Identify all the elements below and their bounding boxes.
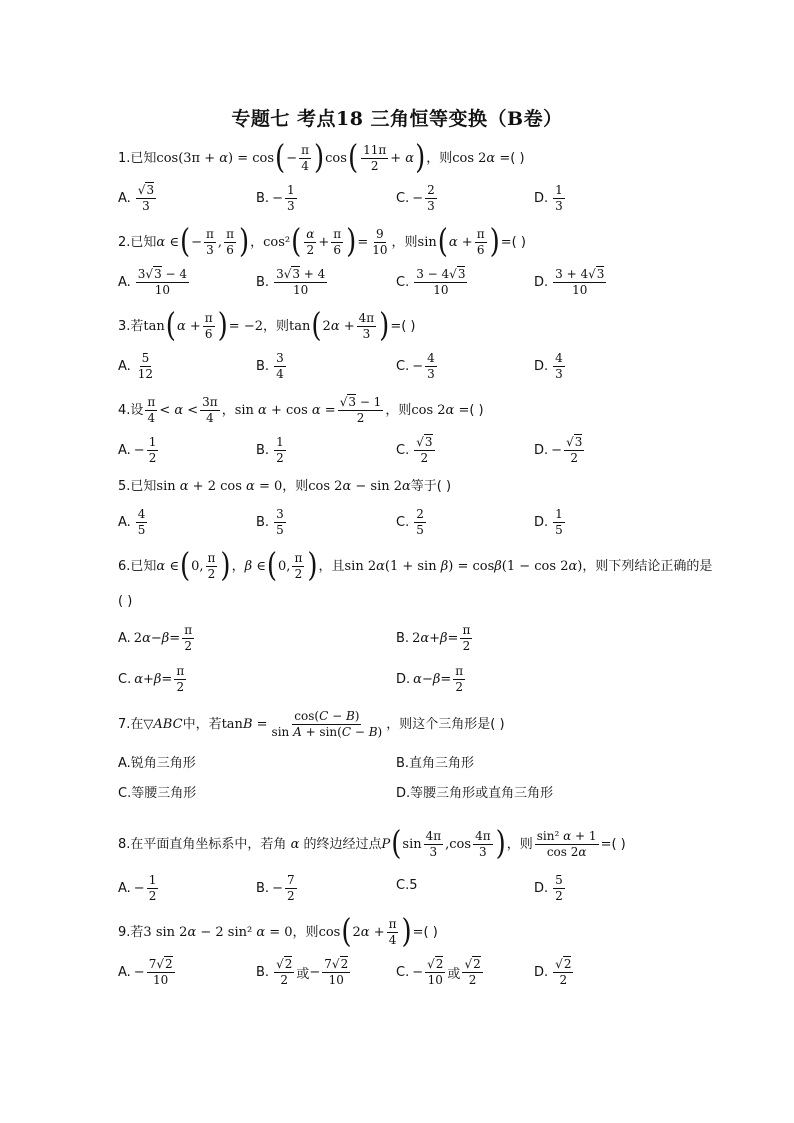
question-number: 6. bbox=[118, 558, 131, 574]
option-b: B. $\frac{3}{5}$ bbox=[256, 507, 284, 537]
question-text-end: ，则这个三角形是( ) bbox=[386, 716, 505, 732]
option-a: A. − $\frac{1}{2}$ bbox=[118, 873, 157, 903]
question-1: 1. 已知 cos(3π + α) = cos ( − $\frac{\pi}{4}$ ) cos ( $\frac{11\pi}{2}$ + α ) ，则 cos 2α = ( ) bbox=[118, 139, 525, 177]
answer-paren: ( ) bbox=[511, 234, 526, 250]
question-text-tail: ，则 bbox=[292, 924, 319, 940]
question-text-tail: ，则 bbox=[282, 479, 309, 494]
question-text-tail: ，则 bbox=[426, 150, 453, 166]
option-d: D. α − β = $\frac{\pi}{2}$ bbox=[396, 664, 464, 694]
answer-paren: ( ) bbox=[510, 150, 525, 166]
option-d: D. $\frac{5}{2}$ bbox=[534, 873, 563, 903]
question-8: 8. 在平面直角坐标系中，若角 α 的终边经过点 P ( sin $\frac{4\pi}{3}$ ,cos $\frac{4\pi}{3}$ ) ，则 $\frac{\text{sin² α + 1}}{\cos 2\alpha}$ = ( ) bbox=[118, 825, 626, 863]
question-3: 3. 若 tan ( α + $\frac{\pi}{6}$ ) = −2 ，则 tan ( 2α + $\frac{4\pi}{3}$ ) = ( ) bbox=[118, 307, 416, 345]
question-number: 2. bbox=[118, 234, 131, 250]
question-text-end: ，则下列结论正确的是 bbox=[582, 558, 713, 574]
answer-paren: 等于( ) bbox=[410, 479, 452, 494]
question-4: 4. 设 $\frac{\pi}{4}$ < α < $\frac{3\pi}{4}$ ，sin α + cos α = $\frac{√3 - 1}{2}$ ，则 cos 2α = ( ) bbox=[118, 395, 484, 425]
option-d: D. $\frac{4}{3}$ bbox=[534, 351, 563, 381]
option-c: C. − $\frac{4}{3}$ bbox=[396, 351, 435, 381]
option-b: B. $\frac{√2}{2}$ 或 − $\frac{7√2}{10}$ bbox=[256, 957, 349, 987]
question-number: 3. bbox=[118, 318, 131, 334]
question-number: 1. bbox=[118, 150, 131, 166]
option-a: A. $\frac{4}{5}$ bbox=[118, 507, 146, 537]
option-c: C. − $\frac{2}{3}$ bbox=[396, 183, 435, 213]
option-a: A. $\frac{3√3 - 4}{10}$ bbox=[118, 267, 188, 297]
option-c: C. $\frac{3 - 4√3}{10}$ bbox=[396, 267, 466, 297]
option-d: D. − $\frac{√3}{2}$ bbox=[534, 435, 583, 465]
question-text: 若 bbox=[130, 318, 144, 334]
page-title: 专题七 考点18 三角恒等变换（B卷） bbox=[231, 108, 563, 130]
question-text-tail: ，则 bbox=[391, 234, 418, 250]
answer-paren: ( ) bbox=[469, 402, 484, 418]
question-text-tail: ，则 bbox=[385, 402, 412, 418]
question-text: 已知 bbox=[130, 558, 157, 574]
question-number: 4. bbox=[118, 402, 131, 418]
question-text: 已知 bbox=[130, 150, 157, 166]
question-text-end: ，则 bbox=[506, 836, 533, 852]
option-b: B. − $\frac{1}{3}$ bbox=[256, 183, 295, 213]
question-text-tail: ，则 bbox=[263, 318, 290, 334]
option-a: A. 2 α − β = $\frac{\pi}{2}$ bbox=[118, 623, 193, 653]
question-text: 已知 bbox=[130, 234, 157, 250]
question-7: 7. 在 ▽ABC 中，若 tanB = $\frac{\cos(C - B)}{\text{sin A + sin(C − B)}}$ ，则这个三角形是( ) bbox=[118, 709, 505, 739]
option-c: C. $\frac{√3}{2}$ bbox=[396, 435, 433, 465]
question-text: 设 bbox=[130, 402, 144, 418]
answer-paren: ( ) bbox=[401, 318, 416, 334]
option-a: A. − $\frac{1}{2}$ bbox=[118, 435, 157, 465]
option-b: B. − $\frac{7}{2}$ bbox=[256, 873, 295, 903]
option-c: C.等腰三角形 bbox=[118, 786, 197, 801]
question-text-tail: 的终边经过点 bbox=[303, 836, 382, 852]
option-d: D. $\frac{√2}{2}$ bbox=[534, 957, 572, 987]
question-2: 2. 已知 α ∈ ( − $\frac{\pi}{3}$ , $\frac{\pi}{6}$ ) ，cos² ( $\frac{\alpha}{2}$ + $\frac{\pi}{6}$ ) = $\frac{9}{10}$ ，则 sin ( α + $\frac{\pi}{6}$ ) = ( ) bbox=[118, 223, 526, 261]
question-text-tail: ，且 bbox=[318, 558, 345, 574]
option-a: A. $\frac{√3}{3}$ bbox=[118, 183, 155, 213]
option-d: D. $\frac{1}{3}$ bbox=[534, 183, 563, 213]
question-text-tail: 中，若 bbox=[182, 716, 222, 732]
option-d: D. $\frac{3 + 4√3}{10}$ bbox=[534, 267, 605, 297]
question-text: 在平面直角坐标系中，若角 bbox=[130, 836, 287, 852]
question-9: 9. 若 3 sin 2α − 2 sin² α = 0 ，则 cos ( 2α + $\frac{\pi}{4}$ ) = ( ) bbox=[118, 913, 438, 951]
option-a: A.锐角三角形 bbox=[118, 756, 196, 771]
option-c: C. − $\frac{√2}{10}$ 或 $\frac{√2}{2}$ bbox=[396, 957, 481, 987]
option-a: A. − $\frac{7√2}{10}$ bbox=[118, 957, 173, 987]
option-b: B. 2 α + β = $\frac{\pi}{2}$ bbox=[396, 623, 471, 653]
option-d: D.等腰三角形或直角三角形 bbox=[396, 786, 554, 801]
option-a: A. $\frac{5}{12}$ bbox=[118, 351, 154, 381]
option-b: B. $\frac{3}{4}$ bbox=[256, 351, 284, 381]
question-text: 在 bbox=[130, 716, 144, 732]
option-d: D. $\frac{1}{5}$ bbox=[534, 507, 563, 537]
option-b: B. $\frac{3√3 + 4}{10}$ bbox=[256, 267, 326, 297]
question-number: 5. bbox=[118, 479, 131, 494]
option-b: B.直角三角形 bbox=[396, 756, 475, 771]
answer-paren: ( ) bbox=[118, 594, 133, 609]
question-text: 若 bbox=[130, 924, 144, 940]
question-number: 9. bbox=[118, 924, 131, 940]
option-c: C. α + β = $\frac{\pi}{2}$ bbox=[118, 664, 185, 694]
question-number: 7. bbox=[118, 716, 131, 732]
question-text: 已知 bbox=[130, 479, 157, 494]
answer-paren: ( ) bbox=[611, 836, 626, 852]
question-number: 8. bbox=[118, 836, 131, 852]
option-b: B. $\frac{1}{2}$ bbox=[256, 435, 284, 465]
question-6: 6. 已知 α ∈ ( 0, $\frac{\pi}{2}$ ) ，β ∈ ( 0, $\frac{\pi}{2}$ ) ，且 sin 2α(1 + sin β) = cosβ(1 − cos 2α) ，则下列结论正确的是 bbox=[118, 547, 713, 585]
question-5: 5. 已知 sin α + 2 cos α = 0 ，则 cos 2α − sin 2α 等于( ) bbox=[118, 479, 452, 494]
option-c: C.5 bbox=[396, 878, 418, 893]
answer-paren: ( ) bbox=[423, 924, 438, 940]
option-c: C. $\frac{2}{5}$ bbox=[396, 507, 424, 537]
